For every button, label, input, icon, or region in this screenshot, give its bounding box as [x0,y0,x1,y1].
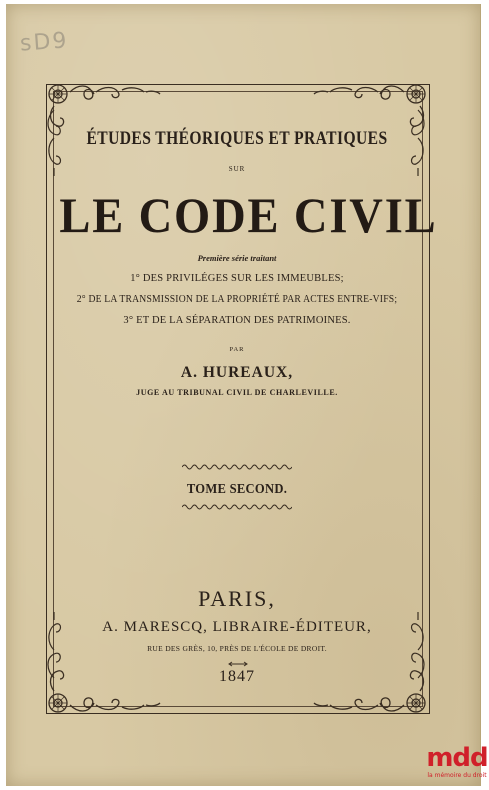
author-role: JUGE AU TRIBUNAL CIVIL DE CHARLEVILLE. [136,388,338,397]
pencil-shelfmark: sD9 [19,28,70,57]
main-title: LE CODE CIVIL [59,187,438,243]
logo-mark: mdd [426,743,488,773]
wavy-rule-icon [182,503,292,511]
imprint-year: 1847 [219,668,255,685]
imprint-publisher: A. MARESCQ, LIBRAIRE-ÉDITEUR, [102,619,372,635]
subject-item: 3° ET DE LA SÉPARATION DES PATRIMOINES. [123,315,351,326]
imprint-address: RUE DES GRÈS, 10, PRÈS DE L'ÉCOLE DE DROIT. [147,644,327,653]
wavy-rule-icon [182,463,292,471]
par-label: PAR [229,346,245,353]
mdd-logo [426,744,488,788]
author-name: A. HUREAUX, [180,364,294,381]
volume-label: TOME SECOND. [186,482,288,497]
series-note: Première série traitant [197,253,277,263]
ornamental-dash-icon [228,660,248,668]
title-line: ÉTUDES THÉORIQUES ET PRATIQUES [86,128,388,149]
imprint-city: PARIS, [198,586,276,611]
subject-item: 2° DE LA TRANSMISSION DE LA PROPRIÉTÉ PAR ACTES ENTRE-VIFS; [76,294,398,305]
logo-subtitle: la mémoire du droit [427,772,487,779]
title-sur: SUR [228,165,246,173]
inner-border [53,91,438,707]
subject-item: 1° DES PRIVILÉGES SUR LES IMMEUBLES; [130,273,344,284]
